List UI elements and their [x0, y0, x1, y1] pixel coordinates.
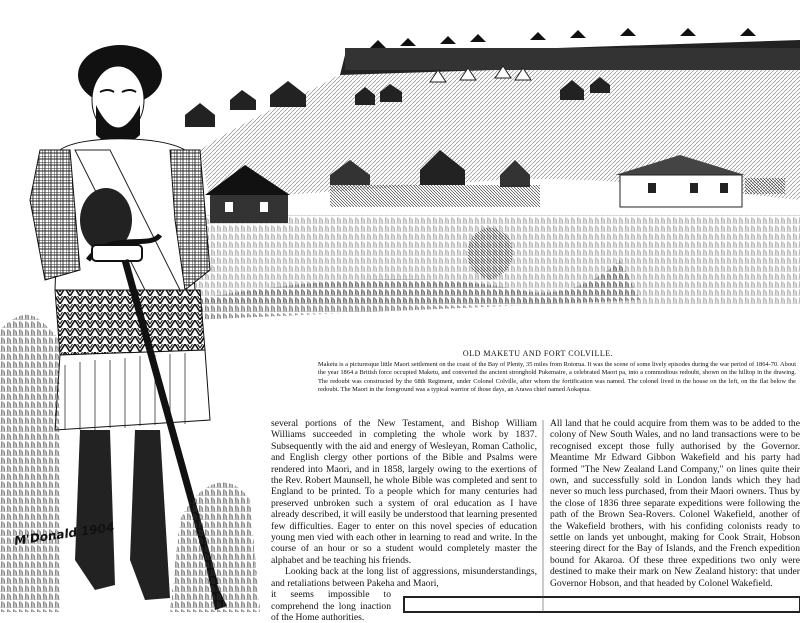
article-column-left: [271, 418, 537, 623]
redoubt-fort: [345, 28, 800, 70]
paragraph: Looking back at the long list of aggressions, misunderstandings, and retaliations between Pakeha and Maori,: [271, 566, 537, 589]
illustration-caption-body: Maketu is a picturesque little Maori settlement on the coast of the Bay of Plenty, 35 miles from Rotorua. It was the scene of some lively episodes during the war period of 1864-70. About the year 1864 a British force occupied Maketu, and converted the ancient stronghold Pukemaire, a celebrated Maori pa, into a commodious redoubt, shown on the hilltop in the drawing. The redoubt was constructed by the 68th Regiment, under Colonel Colville, after whom the fortification was named. The colonel lived in the house on the left, on the flat below the redoubt. The Maori in the foreground was a typical warrior of those days, an Arawa chief named Aokapua.: [318, 361, 796, 394]
illustration-caption-title: OLD MAKETU AND FORT COLVILLE.: [462, 349, 614, 358]
maori-warrior-figure: [0, 45, 260, 612]
paragraph: several portions of the New Testament, and Bishop William Williams succeeded in completing the whole work by 1837. Subsequently with the aid and energy of Wesleyan, Roman Catholic, and English clergy other portions of the Bible and Psalms were rendered into Maori, and in 1858, largely owing to the exertions of the Rev. Robert Maunsell, he whole Bible was completed and sent to England to be printed. To a people which for many centuries had preserved unbroken such a system of oral education as I have already described, it will easily be understood that learning presented few difficulties. Eager to enter on this novel species of education young men vied with each other in learning to read and write. In the course of an hour or so a student would completely master the alphabet and be teaching his friends.: [271, 418, 537, 566]
paragraph: it seems impossible to comprehend the long inaction of the Home authorities.: [271, 589, 391, 623]
article-column-right: [550, 418, 800, 612]
paragraph: All land that he could acquire from them was to be added to the colony of New South Wales, and no land transactions were to be recognised except those fully authorised by the Governor. Meantime Mr Edward Gibbon Wakefield and his party had formed "The New Zealand Land Company," on lines quite their own, and successfully sold in London lands which they had never so much less purchased, from their Maori owners. Thus by the close of 1836 three separate expeditions were following the path of the Brown Sea-Rovers. Colonel Wakefield, another of the Wakefield brothers, with his confiding colonists ready to settle on lands yet unbought, making for Cook Strait, Hobson steering direct for the Bay of Islands, and the French expedition bound for Akaroa. Of these three expeditions two only were destined to make their mark on New Zealand history: that under Governor Hobson, and that headed by Colonel Wakefield.: [550, 418, 800, 589]
artist-signature: M'Donald 1904: [13, 520, 116, 548]
